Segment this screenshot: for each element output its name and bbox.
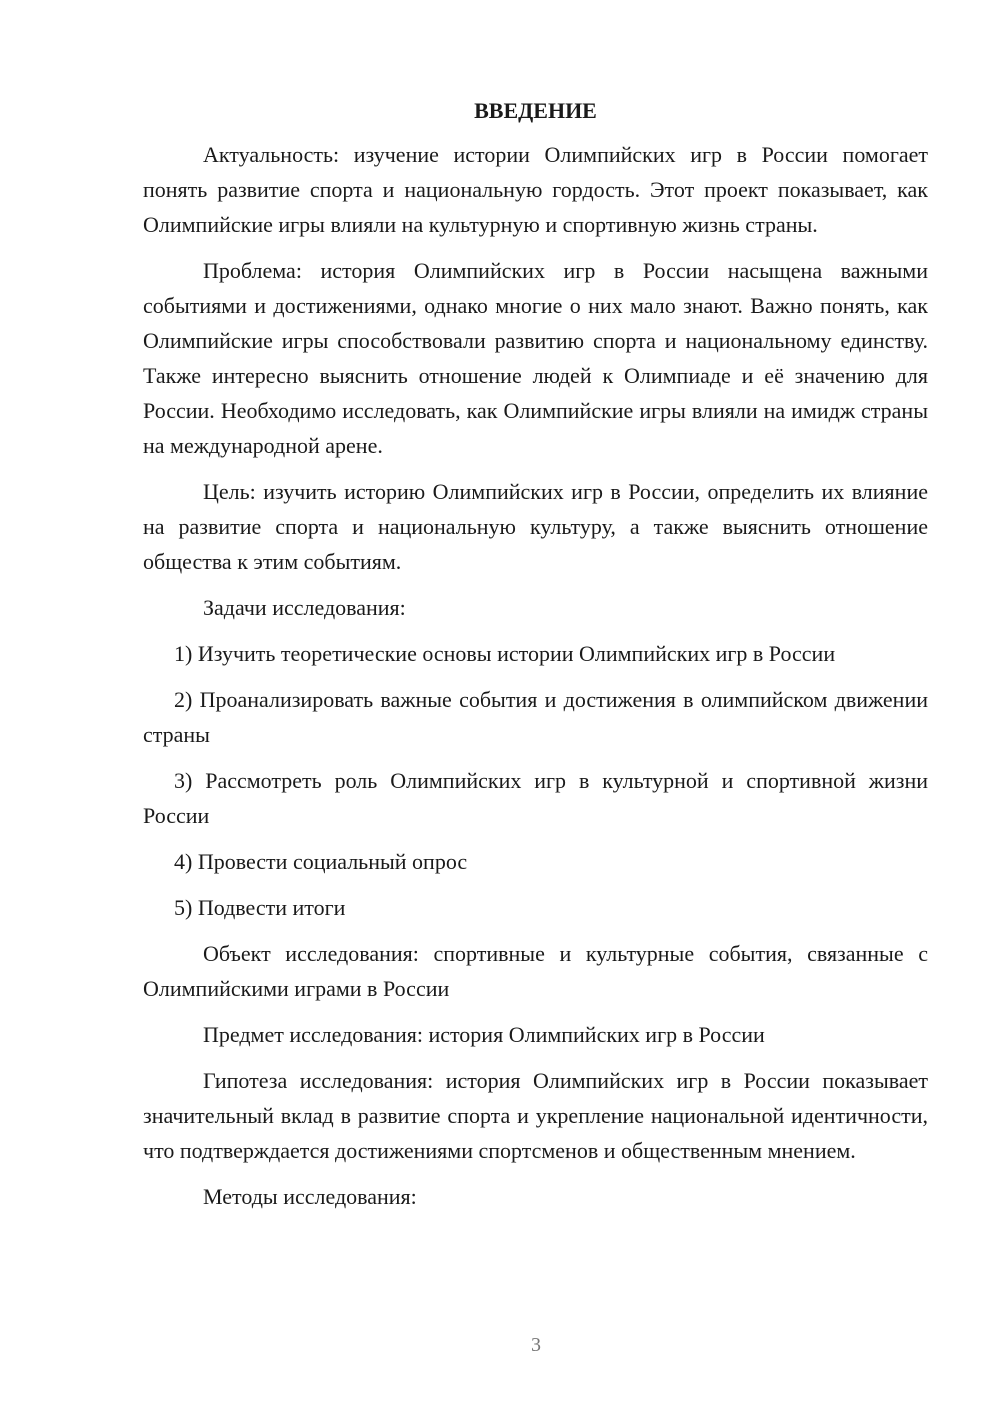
task-item-1: 1) Изучить теоретические основы истории Олимпийских игр в России: [174, 641, 836, 666]
problem-paragraph: Проблема: история Олимпийских игр в России насыщена важными событиями и достижениями, однако многие о них мало знают. Важно понять, как Олимпийские игры способствовали развитию спорта и национальному единству. Также интересно выяснить отношение людей к Олимпиаде и её значению для России. Необходимо исследовать, как Олимпийские игры влияли на имидж страны на международной арене.: [143, 258, 928, 458]
document-page: [143, 96, 928, 1225]
hypothesis-paragraph: Гипотеза исследования: история Олимпийских игр в России показывает значительный вклад в развитие спорта и укрепление национальной идентичности, что подтверждается достижениями спортсменов и общественным мнением.: [143, 1068, 928, 1163]
task-item-4: 4) Провести социальный опрос: [174, 849, 468, 874]
page-number: 3: [531, 1334, 541, 1356]
methods-heading: Методы исследования:: [203, 1184, 417, 1209]
section-title: ВВЕДЕНИЕ: [474, 98, 597, 123]
subject-paragraph: Предмет исследования: история Олимпийских игр в России: [203, 1022, 765, 1047]
task-item-2: 2) Проанализировать важные события и достижения в олимпийском движении страны: [143, 687, 928, 747]
task-item-5: 5) Подвести итоги: [174, 895, 346, 920]
task-item-3: 3) Рассмотреть роль Олимпийских игр в культурной и спортивной жизни России: [143, 768, 928, 828]
object-paragraph: Объект исследования: спортивные и культурные события, связанные с Олимпийскими играми в России: [143, 941, 928, 1001]
goal-paragraph: Цель: изучить историю Олимпийских игр в России, определить их влияние на развитие спорта и национальную культуру, а также выяснить отношение общества к этим событиям.: [143, 479, 928, 574]
tasks-heading: Задачи исследования:: [203, 595, 406, 620]
relevance-paragraph: Актуальность: изучение истории Олимпийских игр в России помогает понять развитие спорта и национальную гордость. Этот проект показывает, как Олимпийские игры влияли на культурную и спортивную жизнь страны.: [143, 142, 928, 237]
